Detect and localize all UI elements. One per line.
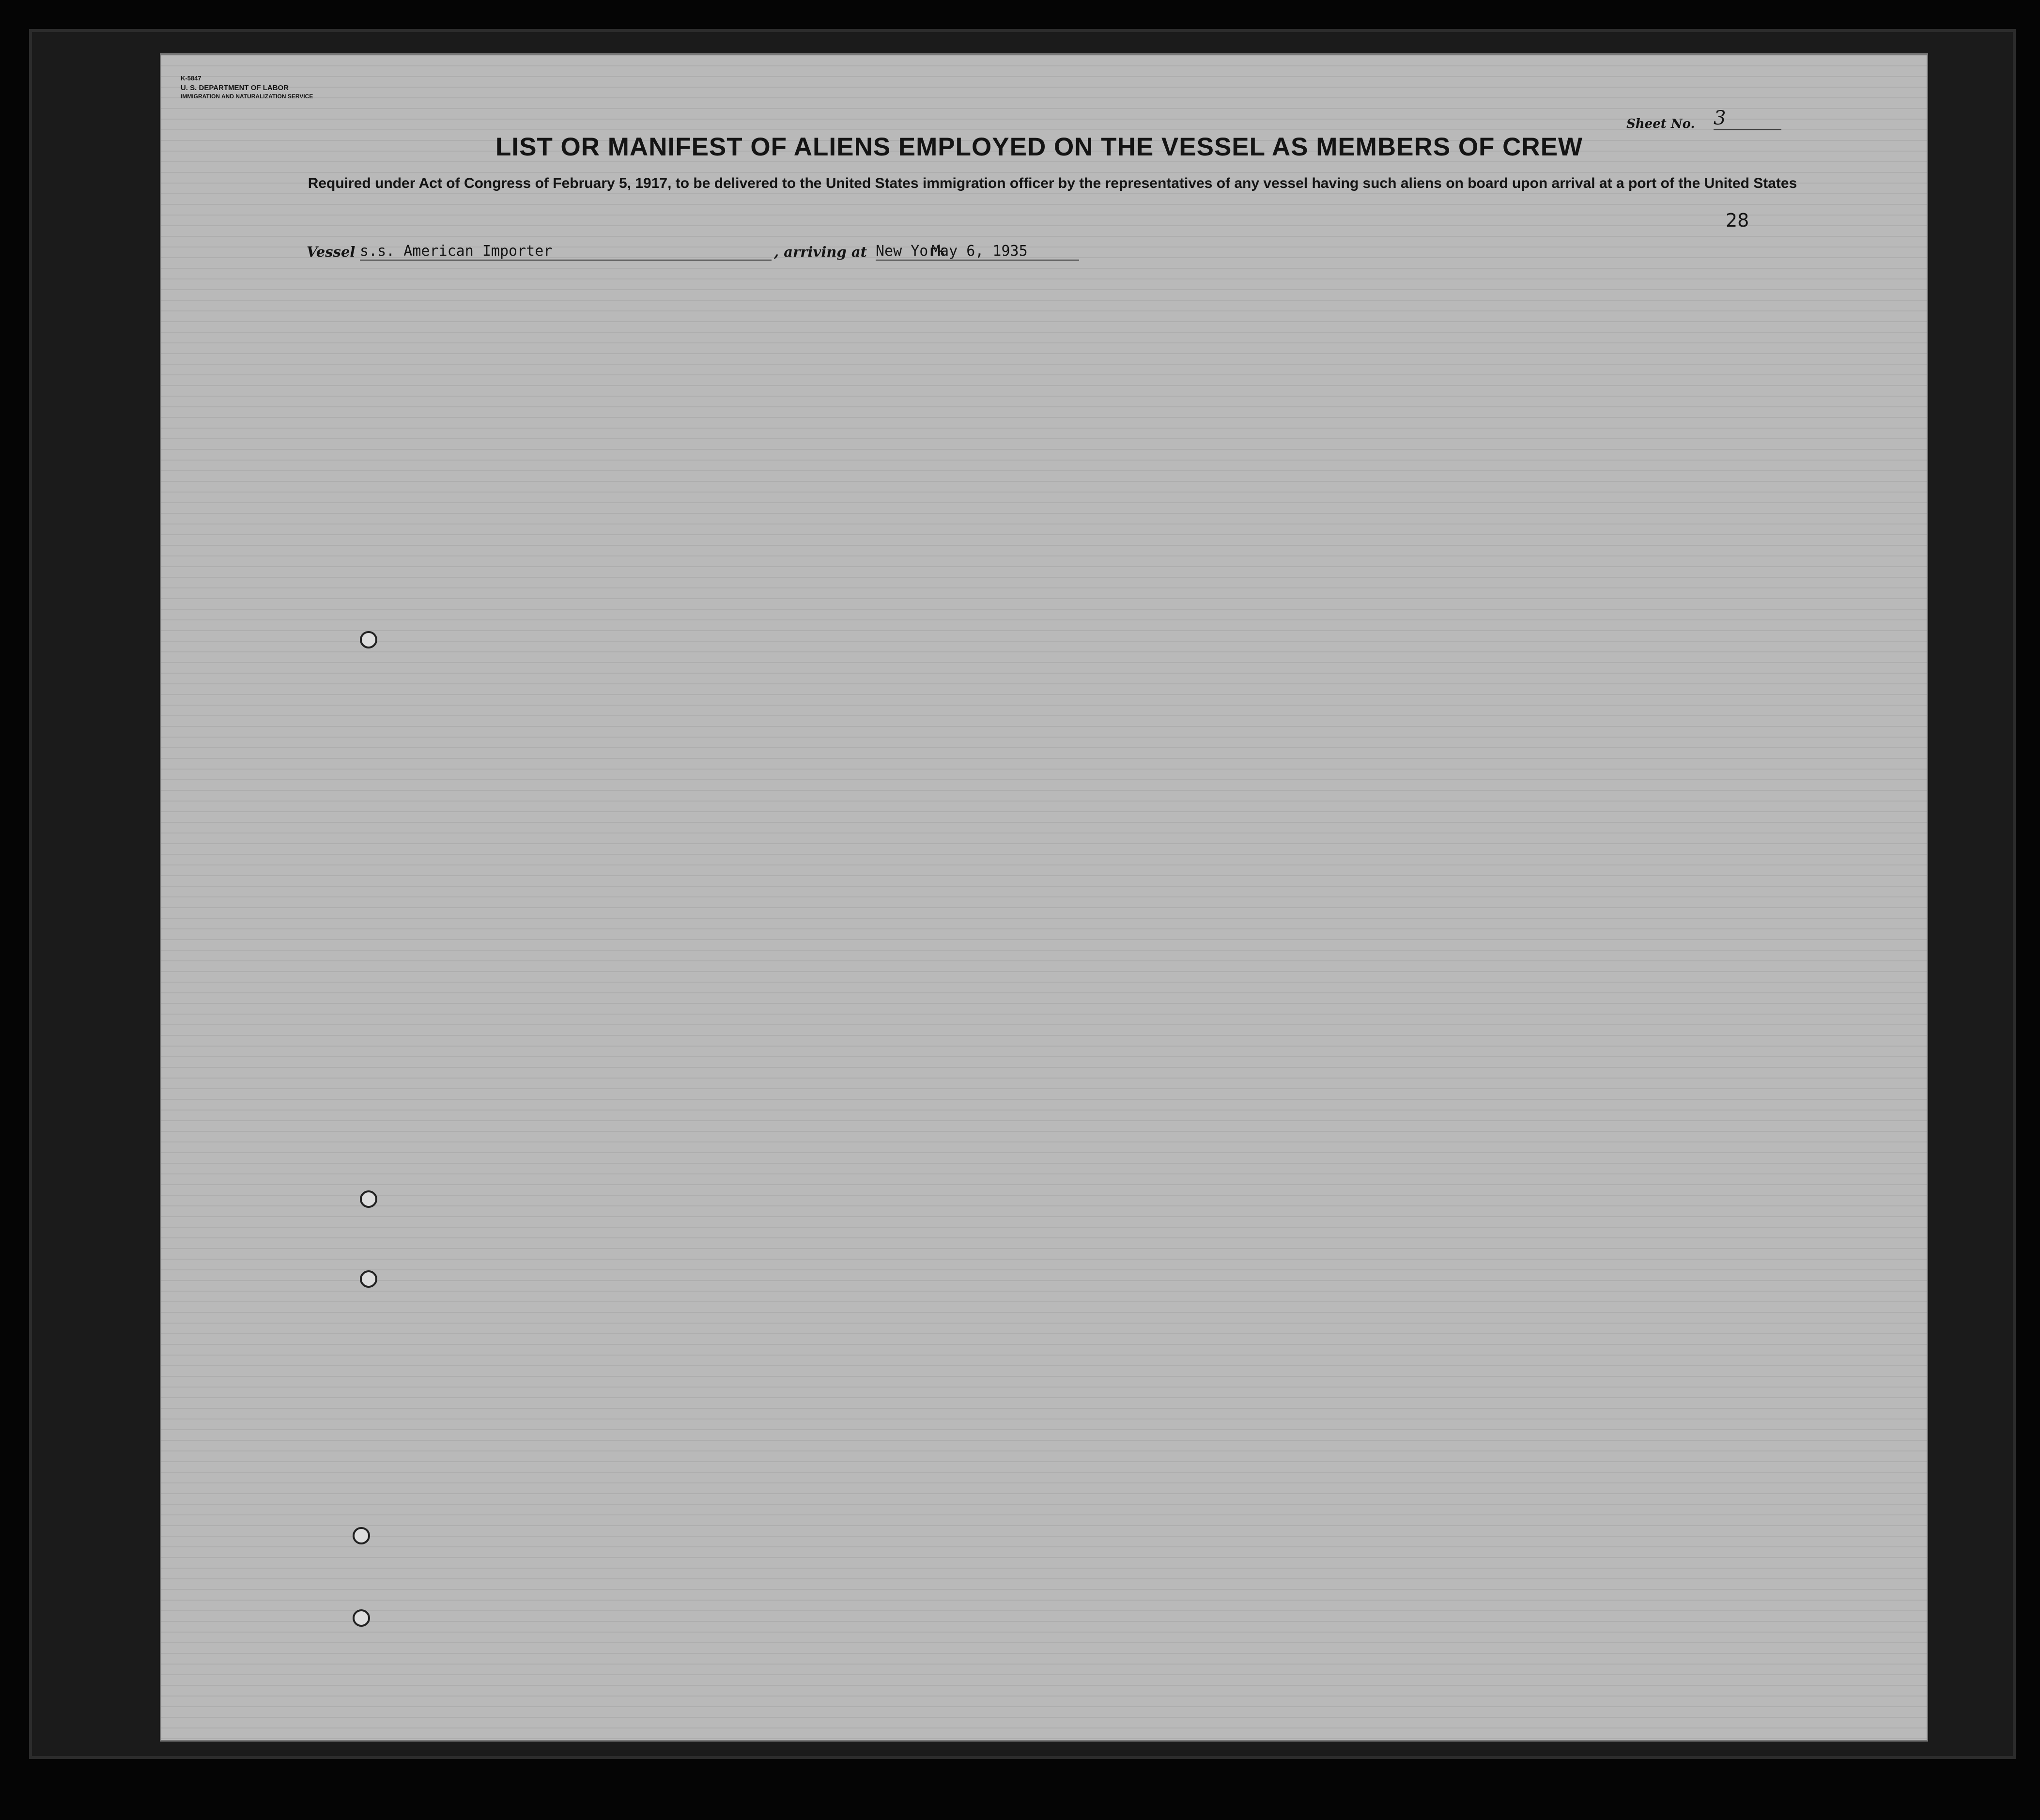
sheet-label: Sheet No.	[1626, 117, 1695, 131]
binder-hole-icon	[360, 1270, 377, 1288]
vessel-name: s.s. American Importer	[360, 243, 772, 261]
form-number: K-5847	[181, 75, 201, 82]
sheet-number: 3	[1714, 107, 1781, 130]
binder-hole-icon	[353, 1609, 370, 1627]
page-subtitle: Required under Act of Congress of February 5, 1917, to be delivered to the United States immigration officer by the representatives of any vessel having such aliens on board upon arrival at a port of the United States	[308, 175, 1797, 191]
manifest-sheet	[160, 53, 1928, 1742]
arrival-date: May 6, 1935	[931, 243, 1028, 260]
binder-hole-icon	[360, 1190, 377, 1208]
page-title: LIST OR MANIFEST OF ALIENS EMPLOYED ON THE VESSEL AS MEMBERS OF CREW	[495, 133, 1583, 161]
department-line: U. S. DEPARTMENT OF LABOR	[181, 84, 289, 92]
binder-hole-icon	[353, 1527, 370, 1544]
vessel-label: Vessel	[307, 244, 355, 260]
page-number: 28	[1726, 210, 1749, 231]
arriving-label: , arriving at	[774, 244, 867, 260]
binder-hole-icon	[360, 631, 377, 648]
service-line: IMMIGRATION AND NATURALIZATION SERVICE	[181, 93, 313, 100]
arrival-port: New York	[876, 243, 1079, 261]
